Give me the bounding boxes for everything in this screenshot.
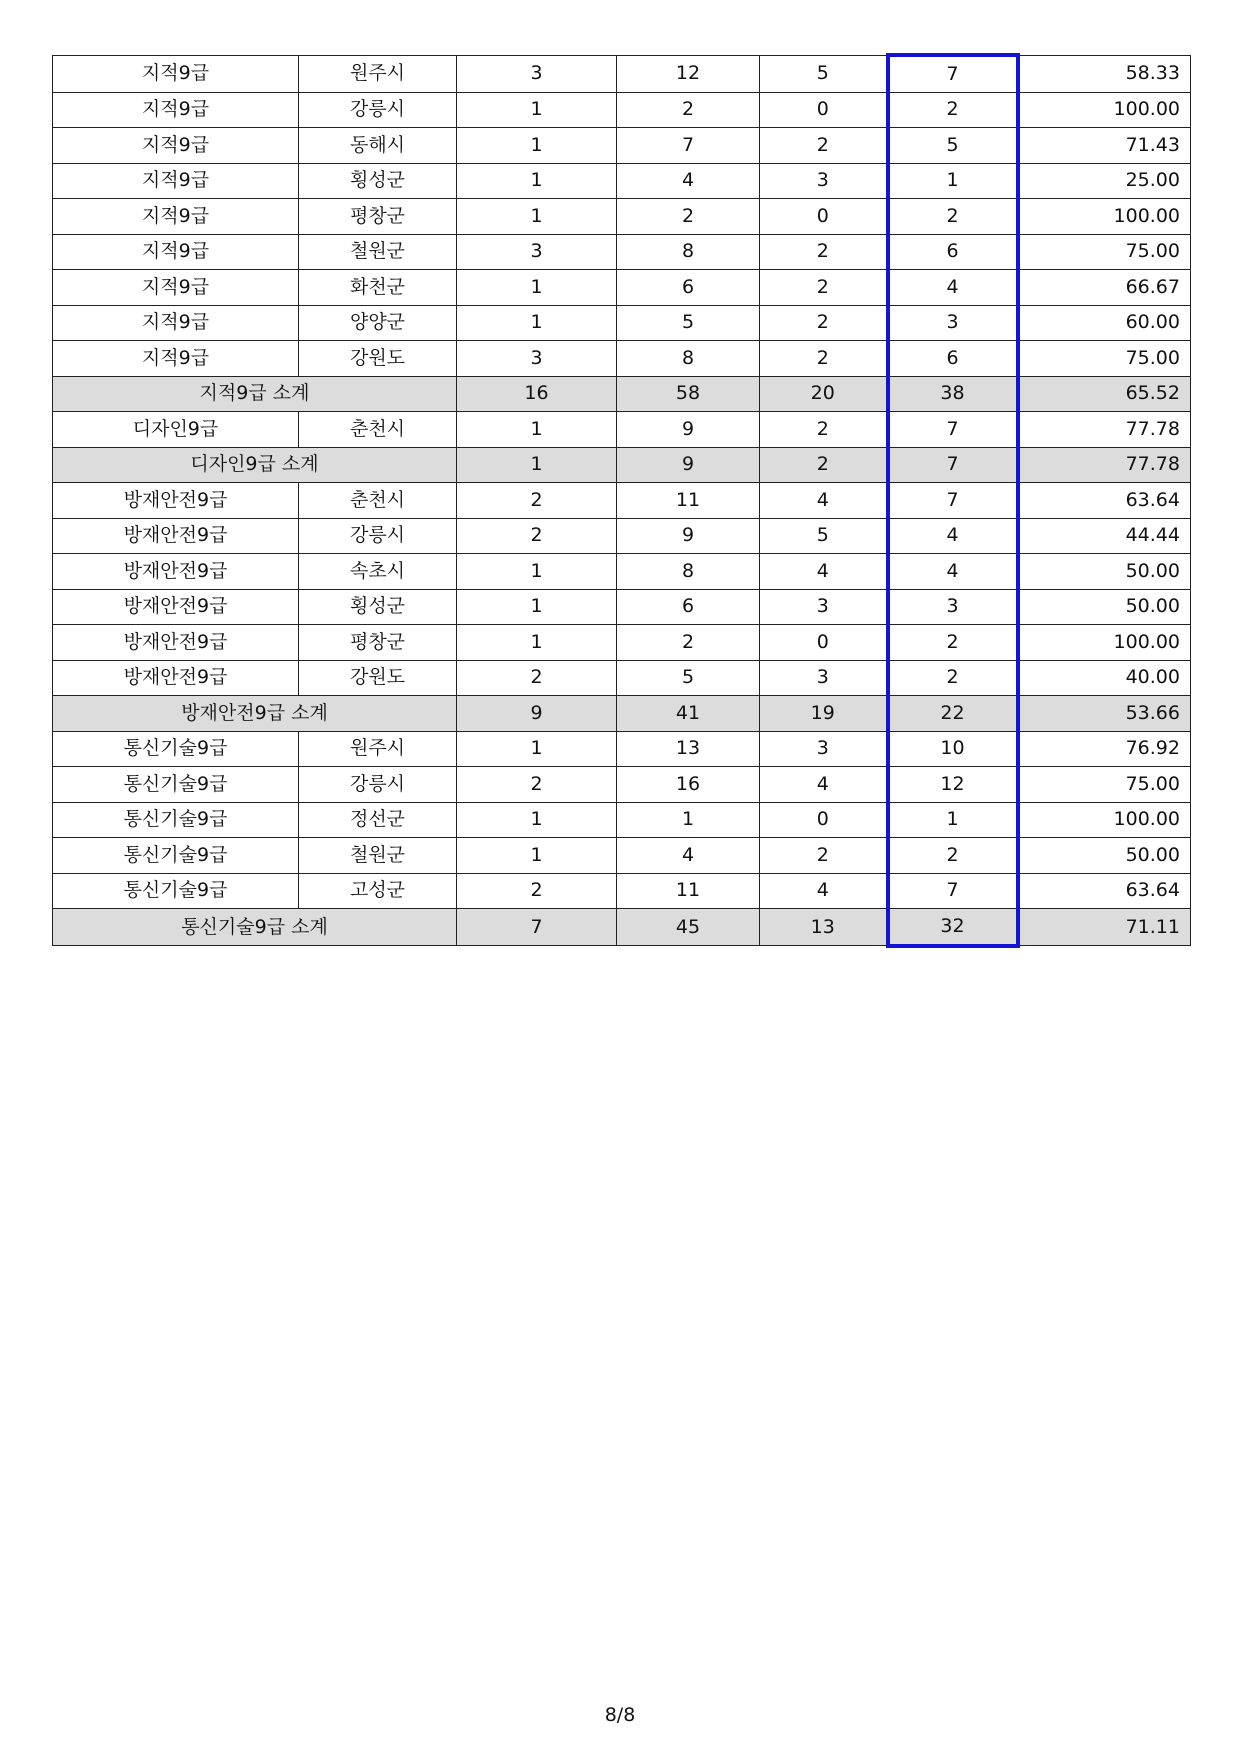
position-cell: 방재안전9급 xyxy=(53,518,299,554)
hires-cell: 1 xyxy=(457,731,617,767)
position-cell: 지적9급 xyxy=(53,199,299,235)
rate-cell: 75.00 xyxy=(1018,767,1191,803)
region-cell: 동해시 xyxy=(299,128,457,164)
subtotal-label-cell: 지적9급 소계 xyxy=(53,376,457,412)
position-cell: 지적9급 xyxy=(53,270,299,306)
female-cell: 3 xyxy=(760,660,888,696)
applicants-cell: 6 xyxy=(617,589,760,625)
male-cell: 7 xyxy=(888,447,1018,483)
hires-cell: 1 xyxy=(457,270,617,306)
hires-cell: 1 xyxy=(457,412,617,448)
position-cell: 통신기술9급 xyxy=(53,873,299,909)
region-cell: 횡성군 xyxy=(299,163,457,199)
position-cell: 디자인9급 xyxy=(53,412,299,448)
applicants-cell: 8 xyxy=(617,234,760,270)
applicants-cell: 45 xyxy=(617,909,760,946)
rate-cell: 65.52 xyxy=(1018,376,1191,412)
applicants-cell: 41 xyxy=(617,696,760,732)
female-cell: 0 xyxy=(760,92,888,128)
female-cell: 20 xyxy=(760,376,888,412)
hires-cell: 1 xyxy=(457,589,617,625)
page-number: 8/8 xyxy=(604,1704,636,1726)
results-table-body xyxy=(53,55,1191,946)
rate-cell: 44.44 xyxy=(1018,518,1191,554)
region-cell: 평창군 xyxy=(299,199,457,235)
applicants-cell: 13 xyxy=(617,731,760,767)
hires-cell: 2 xyxy=(457,518,617,554)
position-cell: 방재안전9급 xyxy=(53,625,299,661)
table-row xyxy=(53,589,1191,625)
rate-cell: 50.00 xyxy=(1018,838,1191,874)
subtotal-label-cell: 디자인9급 소계 xyxy=(53,447,457,483)
hires-cell: 9 xyxy=(457,696,617,732)
male-cell: 22 xyxy=(888,696,1018,732)
position-cell: 통신기술9급 xyxy=(53,838,299,874)
region-cell: 고성군 xyxy=(299,873,457,909)
female-cell: 2 xyxy=(760,341,888,377)
male-cell: 4 xyxy=(888,270,1018,306)
table-row xyxy=(53,270,1191,306)
subtotal-row xyxy=(53,696,1191,732)
hires-cell: 3 xyxy=(457,55,617,92)
applicants-cell: 9 xyxy=(617,518,760,554)
hires-cell: 2 xyxy=(457,660,617,696)
table-row xyxy=(53,305,1191,341)
applicants-cell: 5 xyxy=(617,305,760,341)
applicants-cell: 5 xyxy=(617,660,760,696)
rate-cell: 53.66 xyxy=(1018,696,1191,732)
region-cell: 춘천시 xyxy=(299,412,457,448)
region-cell: 강릉시 xyxy=(299,518,457,554)
male-cell: 2 xyxy=(888,625,1018,661)
female-cell: 2 xyxy=(760,305,888,341)
hires-cell: 1 xyxy=(457,128,617,164)
table-row xyxy=(53,234,1191,270)
hires-cell: 1 xyxy=(457,305,617,341)
region-cell: 양양군 xyxy=(299,305,457,341)
rate-cell: 71.43 xyxy=(1018,128,1191,164)
male-cell: 2 xyxy=(888,92,1018,128)
results-table xyxy=(52,53,1191,948)
applicants-cell: 12 xyxy=(617,55,760,92)
position-cell: 통신기술9급 xyxy=(53,802,299,838)
table-row xyxy=(53,767,1191,803)
position-cell: 방재안전9급 xyxy=(53,483,299,519)
hires-cell: 1 xyxy=(457,199,617,235)
female-cell: 4 xyxy=(760,873,888,909)
rate-cell: 50.00 xyxy=(1018,554,1191,590)
region-cell: 강원도 xyxy=(299,660,457,696)
position-cell: 방재안전9급 xyxy=(53,554,299,590)
male-cell: 32 xyxy=(888,909,1018,946)
applicants-cell: 2 xyxy=(617,625,760,661)
position-cell: 지적9급 xyxy=(53,128,299,164)
female-cell: 2 xyxy=(760,128,888,164)
male-cell: 2 xyxy=(888,199,1018,235)
hires-cell: 1 xyxy=(457,163,617,199)
subtotal-row xyxy=(53,376,1191,412)
hires-cell: 1 xyxy=(457,554,617,590)
hires-cell: 7 xyxy=(457,909,617,946)
table-row xyxy=(53,163,1191,199)
table-row xyxy=(53,838,1191,874)
male-cell: 10 xyxy=(888,731,1018,767)
rate-cell: 50.00 xyxy=(1018,589,1191,625)
male-cell: 1 xyxy=(888,802,1018,838)
hires-cell: 16 xyxy=(457,376,617,412)
region-cell: 원주시 xyxy=(299,731,457,767)
applicants-cell: 11 xyxy=(617,873,760,909)
applicants-cell: 4 xyxy=(617,838,760,874)
male-cell: 3 xyxy=(888,589,1018,625)
region-cell: 평창군 xyxy=(299,625,457,661)
position-cell: 통신기술9급 xyxy=(53,731,299,767)
male-cell: 7 xyxy=(888,412,1018,448)
table-row xyxy=(53,199,1191,235)
male-cell: 4 xyxy=(888,554,1018,590)
position-cell: 지적9급 xyxy=(53,163,299,199)
hires-cell: 3 xyxy=(457,341,617,377)
hires-cell: 1 xyxy=(457,802,617,838)
rate-cell: 77.78 xyxy=(1018,447,1191,483)
region-cell: 원주시 xyxy=(299,55,457,92)
rate-cell: 63.64 xyxy=(1018,483,1191,519)
applicants-cell: 9 xyxy=(617,412,760,448)
hires-cell: 1 xyxy=(457,447,617,483)
male-cell: 5 xyxy=(888,128,1018,164)
female-cell: 2 xyxy=(760,838,888,874)
female-cell: 2 xyxy=(760,412,888,448)
female-cell: 4 xyxy=(760,554,888,590)
female-cell: 4 xyxy=(760,767,888,803)
male-cell: 3 xyxy=(888,305,1018,341)
table-row xyxy=(53,518,1191,554)
hires-cell: 3 xyxy=(457,234,617,270)
applicants-cell: 6 xyxy=(617,270,760,306)
position-cell: 지적9급 xyxy=(53,305,299,341)
rate-cell: 76.92 xyxy=(1018,731,1191,767)
male-cell: 7 xyxy=(888,483,1018,519)
female-cell: 0 xyxy=(760,625,888,661)
subtotal-row xyxy=(53,447,1191,483)
region-cell: 철원군 xyxy=(299,838,457,874)
male-cell: 2 xyxy=(888,838,1018,874)
hires-cell: 1 xyxy=(457,838,617,874)
applicants-cell: 7 xyxy=(617,128,760,164)
rate-cell: 25.00 xyxy=(1018,163,1191,199)
table-row xyxy=(53,412,1191,448)
female-cell: 0 xyxy=(760,199,888,235)
region-cell: 강릉시 xyxy=(299,767,457,803)
table-row xyxy=(53,873,1191,909)
female-cell: 5 xyxy=(760,518,888,554)
position-cell: 지적9급 xyxy=(53,92,299,128)
hires-cell: 1 xyxy=(457,92,617,128)
male-cell: 2 xyxy=(888,660,1018,696)
applicants-cell: 8 xyxy=(617,554,760,590)
applicants-cell: 1 xyxy=(617,802,760,838)
table-row xyxy=(53,731,1191,767)
female-cell: 3 xyxy=(760,731,888,767)
position-cell: 방재안전9급 xyxy=(53,589,299,625)
male-cell: 38 xyxy=(888,376,1018,412)
rate-cell: 71.11 xyxy=(1018,909,1191,946)
region-cell: 횡성군 xyxy=(299,589,457,625)
table-row xyxy=(53,802,1191,838)
rate-cell: 100.00 xyxy=(1018,625,1191,661)
female-cell: 5 xyxy=(760,55,888,92)
rate-cell: 100.00 xyxy=(1018,199,1191,235)
rate-cell: 100.00 xyxy=(1018,802,1191,838)
male-cell: 1 xyxy=(888,163,1018,199)
hires-cell: 2 xyxy=(457,767,617,803)
table-row xyxy=(53,660,1191,696)
rate-cell: 75.00 xyxy=(1018,341,1191,377)
region-cell: 춘천시 xyxy=(299,483,457,519)
rate-cell: 100.00 xyxy=(1018,92,1191,128)
female-cell: 2 xyxy=(760,270,888,306)
region-cell: 속초시 xyxy=(299,554,457,590)
female-cell: 2 xyxy=(760,234,888,270)
table-row xyxy=(53,483,1191,519)
hires-cell: 2 xyxy=(457,483,617,519)
applicants-cell: 8 xyxy=(617,341,760,377)
table-row xyxy=(53,341,1191,377)
rate-cell: 60.00 xyxy=(1018,305,1191,341)
male-cell: 4 xyxy=(888,518,1018,554)
female-cell: 3 xyxy=(760,589,888,625)
female-cell: 4 xyxy=(760,483,888,519)
applicants-cell: 16 xyxy=(617,767,760,803)
position-cell: 지적9급 xyxy=(53,55,299,92)
applicants-cell: 11 xyxy=(617,483,760,519)
male-cell: 12 xyxy=(888,767,1018,803)
male-cell: 7 xyxy=(888,873,1018,909)
rate-cell: 40.00 xyxy=(1018,660,1191,696)
female-cell: 2 xyxy=(760,447,888,483)
rate-cell: 75.00 xyxy=(1018,234,1191,270)
table-row xyxy=(53,55,1191,92)
hires-cell: 2 xyxy=(457,873,617,909)
female-cell: 0 xyxy=(760,802,888,838)
position-cell: 통신기술9급 xyxy=(53,767,299,803)
table-row xyxy=(53,128,1191,164)
rate-cell: 77.78 xyxy=(1018,412,1191,448)
male-cell: 6 xyxy=(888,341,1018,377)
table-row xyxy=(53,625,1191,661)
applicants-cell: 4 xyxy=(617,163,760,199)
rate-cell: 66.67 xyxy=(1018,270,1191,306)
rate-cell: 63.64 xyxy=(1018,873,1191,909)
female-cell: 3 xyxy=(760,163,888,199)
position-cell: 지적9급 xyxy=(53,341,299,377)
region-cell: 정선군 xyxy=(299,802,457,838)
applicants-cell: 9 xyxy=(617,447,760,483)
position-cell: 방재안전9급 xyxy=(53,660,299,696)
subtotal-row xyxy=(53,909,1191,946)
position-cell: 지적9급 xyxy=(53,234,299,270)
region-cell: 화천군 xyxy=(299,270,457,306)
table-row xyxy=(53,92,1191,128)
hires-cell: 1 xyxy=(457,625,617,661)
table-row xyxy=(53,554,1191,590)
applicants-cell: 2 xyxy=(617,199,760,235)
female-cell: 13 xyxy=(760,909,888,946)
female-cell: 19 xyxy=(760,696,888,732)
region-cell: 강원도 xyxy=(299,341,457,377)
subtotal-label-cell: 방재안전9급 소계 xyxy=(53,696,457,732)
rate-cell: 58.33 xyxy=(1018,55,1191,92)
region-cell: 철원군 xyxy=(299,234,457,270)
applicants-cell: 58 xyxy=(617,376,760,412)
applicants-cell: 2 xyxy=(617,92,760,128)
subtotal-label-cell: 통신기술9급 소계 xyxy=(53,909,457,946)
male-cell: 7 xyxy=(888,55,1018,92)
male-cell: 6 xyxy=(888,234,1018,270)
region-cell: 강릉시 xyxy=(299,92,457,128)
